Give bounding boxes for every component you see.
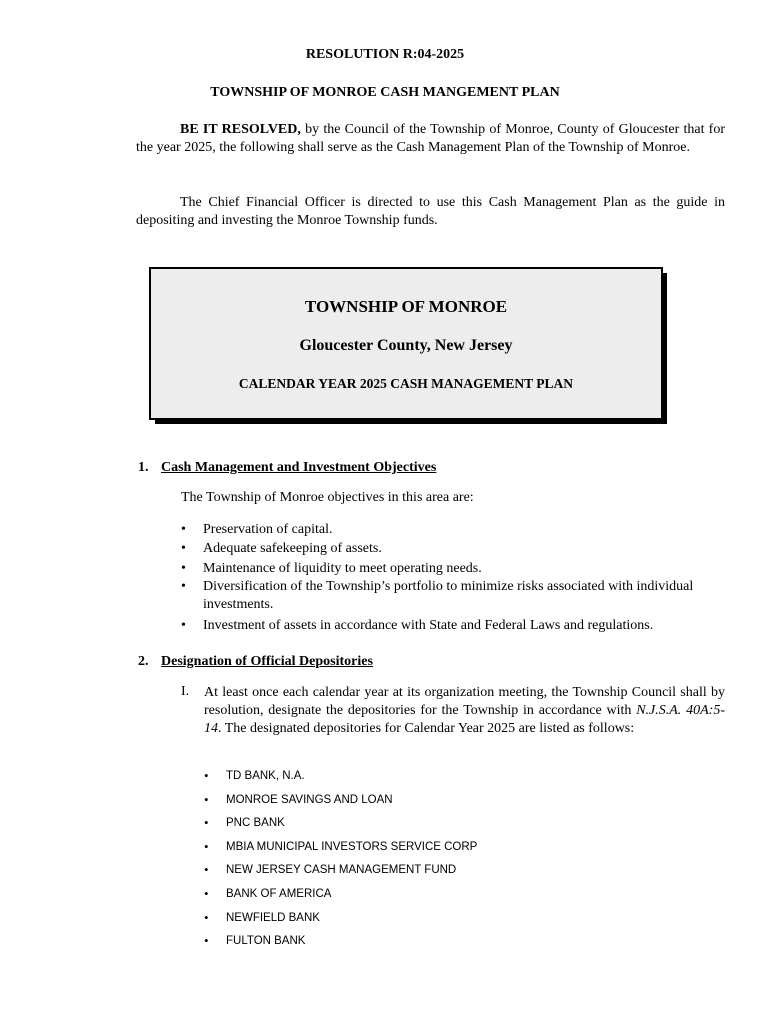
list-item: • MONROE SAVINGS AND LOAN <box>204 793 604 817</box>
list-item: • NEWFIELD BANK <box>204 911 604 935</box>
title-box-county: Gloucester County, New Jersey <box>299 337 513 354</box>
section-number: 2. <box>138 654 149 669</box>
list-item: • NEW JERSEY CASH MANAGEMENT FUND <box>204 863 604 887</box>
resolved-lead: BE IT RESOLVED, <box>180 122 301 137</box>
statute-citation: N.J.S.A. 40A:5-14 <box>204 703 725 736</box>
depositories-paragraph <box>204 684 725 738</box>
depositories-text-a: At least once each calendar year at its organization meeting, the Township Council shall by resolution, designate the depositories for the Township in accordance with <box>204 685 725 718</box>
resolved-text: by the Council of the Township of Monroe, County of Gloucester that for the year 2025, the following shall serve as the Cash Management Plan of the Township of Monroe. <box>136 122 725 155</box>
title-box-plan: CALENDAR YEAR 2025 CASH MANAGEMENT PLAN <box>238 376 574 391</box>
list-item: • Maintenance of liquidity to meet operating needs. <box>181 559 721 578</box>
section-title: Designation of Official Depositories <box>161 654 373 669</box>
section-1-intro: The Township of Monroe objectives in this area are: <box>181 490 474 505</box>
plan-title: TOWNSHIP OF MONROE CASH MANGEMENT PLAN <box>210 85 560 100</box>
list-item: • FULTON BANK <box>204 934 604 958</box>
list-item: • MBIA MUNICIPAL INVESTORS SERVICE CORP <box>204 840 604 864</box>
list-item: • Preservation of capital. <box>181 520 721 539</box>
list-item: • TD BANK, N.A. <box>204 769 604 793</box>
list-item: • PNC BANK <box>204 816 604 840</box>
list-item: • Investment of assets in accordance with State and Federal Laws and regulations. <box>181 616 721 635</box>
list-item: • BANK OF AMERICA <box>204 887 604 911</box>
resolved-paragraph <box>136 121 725 157</box>
title-box-township: TOWNSHIP OF MONROE <box>304 297 508 316</box>
section-title: Cash Management and Investment Objectives <box>161 460 437 475</box>
list-item: • Adequate safekeeping of assets. <box>181 539 721 558</box>
list-item: • Diversification of the Township’s portfolio to minimize risks associated with individual investments. <box>181 578 721 614</box>
depositories-list <box>204 769 604 958</box>
section-1-heading <box>138 460 436 476</box>
title-box <box>149 267 663 420</box>
depositories-text-b: . The designated depositories for Calendar Year 2025 are listed as follows: <box>218 721 635 736</box>
objectives-list <box>181 520 721 635</box>
section-number: 1. <box>138 460 149 475</box>
item-number: I. <box>181 684 190 699</box>
resolution-number: RESOLUTION R:04-2025 <box>305 47 465 62</box>
cfo-paragraph: The Chief Financial Officer is directed to use this Cash Management Plan as the guide in depositing and investing the Monroe Township funds. <box>136 195 725 228</box>
section-2-heading <box>138 654 373 670</box>
